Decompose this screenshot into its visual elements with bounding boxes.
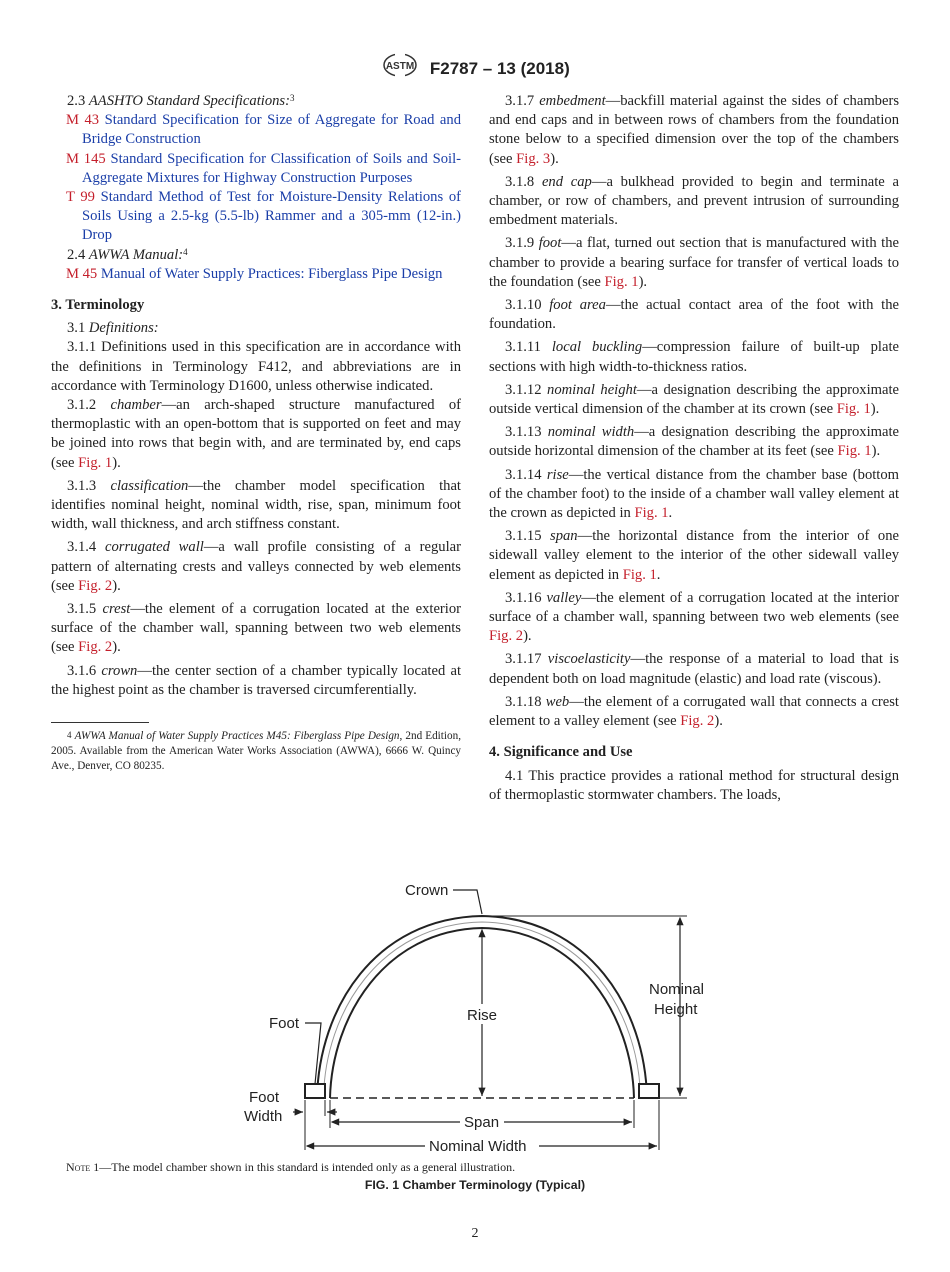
figure-link[interactable]: Fig. 1: [837, 443, 872, 460]
span-label: Span: [464, 1114, 500, 1131]
left-column: [51, 92, 461, 774]
astm-logo: [380, 52, 420, 84]
paragraph: 3.1.5 crest—the element of a corrugation located at the exterior surface of the chamber wall, spanning between two web elements (see Fig. 2).: [51, 601, 461, 656]
figure-link[interactable]: Fig. 2: [489, 628, 524, 645]
figure-link[interactable]: Fig. 3: [516, 150, 551, 167]
paragraph: 3.1.2 chamber—an arch-shaped structure manufactured of thermoplastic with an open-bottom that is supported on feet and may be joined into rows that begin with, and are terminated by, end caps (see Fig. 1).: [51, 397, 461, 471]
paragraph: 3.1 Definitions:: [67, 320, 159, 337]
paragraph: 3.1.15 span—the horizontal distance from the interior of one sidewall valley element to the interior of the other sidewall valley element as depicted in Fig. 1.: [489, 528, 899, 583]
svg-text:ASTM: ASTM: [386, 61, 415, 72]
nominal-height-label-line1: Nominal: [649, 981, 705, 998]
figure-link[interactable]: Fig. 1: [604, 273, 639, 290]
reference-item[interactable]: M 43 Standard Specification for Size of Aggregate for Road and Bridge Construction: [66, 112, 461, 148]
right-foot: [639, 1084, 659, 1098]
figure-link[interactable]: Fig. 1: [634, 505, 669, 522]
figure-link[interactable]: Fig. 2: [78, 577, 113, 594]
paragraph: 3.1.7 embedment—backfill material against the sides of chambers and end caps and in between rows of chambers from the foundation stone below to a specified dimension over the top of the chambers (see Fig. 3).: [489, 93, 899, 167]
right-column: [489, 92, 899, 805]
paragraph: 3.1.4 corrugated wall—a wall profile consisting of a regular pattern of alternating crests and valleys connected by web elements (see Fig. 2).: [51, 539, 461, 594]
crown-label: Crown: [405, 882, 449, 899]
figure-note: Note 1—The model chamber shown in this standard is intended only as a general illustration.: [66, 1160, 516, 1174]
paragraph: 3.1.17 viscoelasticity—the response of a material to load that is dependent both on load magnitude (elastic) and load rate (viscous).: [489, 651, 899, 687]
reference-item[interactable]: M 45 Manual of Water Supply Practices: Fiberglass Pipe Design: [66, 265, 443, 282]
paragraph: 3.1.11 local buckling—compression failure of built-up plate sections with high width-to-thickness ratios.: [489, 339, 899, 375]
paragraph: 3.1.13 nominal width—a designation describing the approximate outside horizontal dimension of the chamber at its feet (see Fig. 1).: [489, 424, 899, 460]
paragraph: 3.1.14 rise—the vertical distance from the chamber base (bottom of the chamber foot) to the inside of a chamber wall valley element at the crown as depicted in Fig. 1.: [489, 466, 899, 522]
footnote: $^4$ AWWA Manual of Water Supply Practices M45: Fiberglass Pipe Design, 2nd Edition, 2005. Available from the American Water Works Association (AWWA), 6666 W. Quincy Ave., Denver, CO 80235.: [51, 730, 461, 773]
paragraph: 3.1.6 crown—the center section of a chamber typically located at the highest point as the chamber is traversed circumferentially.: [51, 662, 461, 698]
footnote-divider: [51, 722, 149, 723]
paragraph: 3.1.1 Definitions used in this specification are in accordance with the definitions in Terminology F412, and abbreviations are in accordance with Terminology D1600, unless otherwise indicated.: [51, 339, 461, 394]
figure-link[interactable]: Fig. 1: [78, 454, 113, 471]
paragraph: 3.1.12 nominal height—a designation describing the approximate outside vertical dimension of the chamber at its crown (see Fig. 1).: [489, 381, 899, 418]
figure-caption: FIG. 1 Chamber Terminology (Typical): [364, 1178, 586, 1192]
paragraph: 3.1.16 valley—the element of a corrugation located at the interior surface of a chamber wall, spanning between two web elements (see Fig. 2).: [489, 589, 899, 645]
chamber-figure: [235, 878, 720, 1158]
paragraph: 3.1.10 foot area—the actual contact area of the foot with the foundation.: [489, 297, 899, 333]
aashto-heading: 2.3 AASHTO Standard Specifications:$^3$: [67, 93, 295, 109]
paragraph: 3.1.9 foot—a flat, turned out section that is manufactured with the chamber to provide a bearing surface for transfer of vertical loads to the foundation (see Fig. 1).: [489, 235, 899, 290]
left-foot: [305, 1084, 325, 1098]
section-heading: 4. Significance and Use: [489, 744, 633, 761]
figure-link[interactable]: Fig. 1: [622, 566, 657, 583]
paragraph: 3.1.8 end cap—a bulkhead provided to begin and terminate a chamber, or row of chambers, and prevent intrusion of surrounding embedment materials.: [489, 173, 899, 229]
foot-label: Foot: [269, 1015, 300, 1032]
section-heading: 3. Terminology: [51, 297, 145, 314]
nominal-height-label-line2: Height: [654, 1001, 698, 1018]
nominal-width-label: Nominal Width: [429, 1138, 527, 1155]
figure-link[interactable]: Fig. 1: [836, 401, 871, 418]
foot-width-label-line1: Foot: [249, 1089, 280, 1106]
paragraph: 3.1.3 classification—the chamber model specification that identifies nominal height, nominal width, rise, span, minimum foot width, wall thickness, and arch stiffness constant.: [51, 477, 461, 533]
foot-width-label-line2: Width: [244, 1108, 283, 1125]
rise-label: Rise: [467, 1007, 498, 1024]
document-id: F2787 – 13 (2018): [429, 58, 570, 78]
paragraph: 4.1 This practice provides a rational method for structural design of thermoplastic stormwater chambers. The loads,: [489, 767, 899, 803]
reference-item[interactable]: M 145 Standard Specification for Classification of Soils and Soil-Aggregate Mixtures for Highway Construction Purposes: [66, 150, 461, 186]
paragraph: 3.1.18 web—the element of a corrugated wall that connects a crest element to a valley element (see Fig. 2).: [489, 693, 899, 730]
figure-link[interactable]: Fig. 2: [78, 639, 113, 656]
figure-link[interactable]: Fig. 2: [680, 713, 715, 730]
page-header: [0, 52, 950, 84]
reference-item[interactable]: T 99 Standard Method of Test for Moisture-Density Relations of Soils Using a 2.5-kg (5.5-lb) Rammer and a 305-mm (12-in.) Drop: [66, 189, 461, 244]
page-number: 2: [471, 1226, 479, 1241]
awwa-heading: 2.4 AWWA Manual:$^4$: [67, 246, 188, 263]
